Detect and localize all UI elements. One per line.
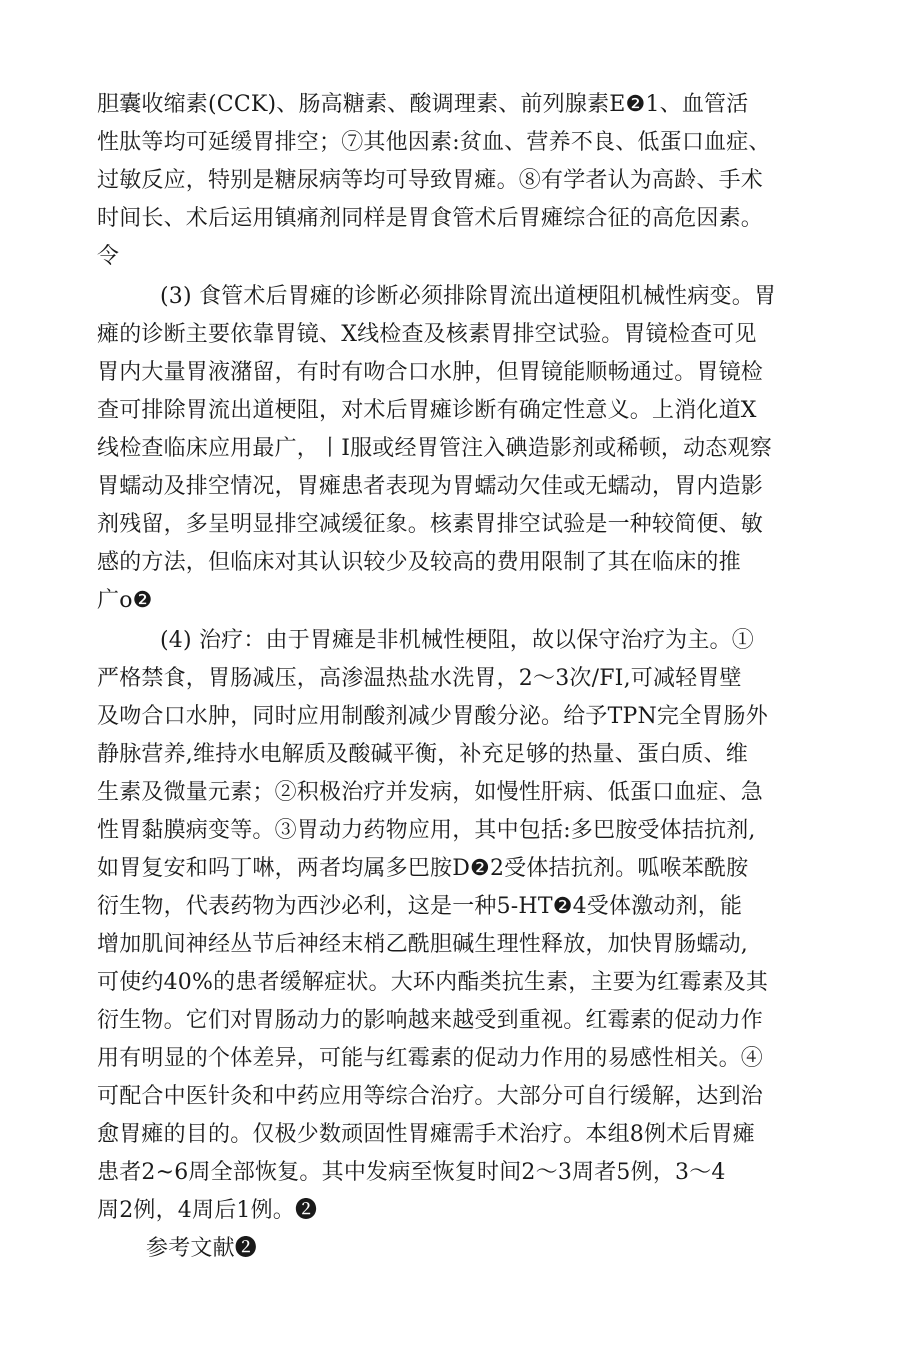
text-line-16: 严格禁食，胃肠减压，高渗温热盐水洗胃，2〜3次/FI,可减轻胃壁 bbox=[97, 666, 742, 691]
text-line-26: 用有明显的个体差异，可能与红霉素的促动力作用的易感性相关。④ bbox=[97, 1046, 764, 1071]
text-line-19: 生素及微量元素；②积极治疗并发病，如慢性肝病、低蛋口血症、急 bbox=[97, 780, 764, 805]
text-line-4: 时间长、术后运用镇痛剂同样是胃食管术后胃瘫综合征的高危因素。 bbox=[97, 206, 764, 231]
text-line-17: 及吻合口水肿，同时应用制酸剂减少胃酸分泌。给予TPN完全胃肠外 bbox=[97, 704, 768, 729]
text-line-2: 性肽等均可延缓胃排空；⑦其他因素:贫血、营养不良、低蛋口血症、 bbox=[97, 130, 771, 155]
text-line-23: 增加肌间神经丛节后神经末梢乙酰胆碱生理性释放，加快胃肠蠕动, bbox=[97, 932, 748, 957]
text-line-7: 瘫的诊断主要依靠胃镜、X线检查及核素胃排空试验。胃镜检查可见 bbox=[97, 322, 757, 347]
text-line-20: 性胃黏膜病变等。③胃动力药物应用，其中包括:多巴胺受体拮抗剂, bbox=[97, 818, 756, 843]
text-line-10: 线检查临床应用最广，丨I服或经胃管注入碘造影剂或稀顿，动态观察 bbox=[97, 436, 772, 461]
text-line-30: 周2例，4周后1例。❷ bbox=[97, 1198, 318, 1223]
text-line-12: 剂残留，多呈明显排空减缓征象。核素胃排空试验是一种较简便、敏 bbox=[97, 512, 764, 537]
text-line-1: 胆囊收缩素(CCK)、肠高糖素、酸调理素、前列腺素E❷1、血管活 bbox=[97, 92, 749, 117]
paragraph-4-start: (4) 治疗：由于胃瘫是非机械性梗阻，故以保守治疗为主。① bbox=[160, 628, 754, 653]
text-line-22: 衍生物，代表药物为西沙必利，这是一种5-HT❷4受体激动剂，能 bbox=[97, 894, 743, 919]
text-line-27: 可配合中医针灸和中药应用等综合治疗。大部分可自行缓解，达到治 bbox=[97, 1084, 764, 1109]
text-line-5: 令 bbox=[97, 244, 120, 269]
text-line-8: 胃内大量胃液潴留，有时有吻合口水肿，但胃镜能顺畅通过。胃镜检 bbox=[97, 360, 764, 385]
references-heading: 参考文献❷ bbox=[146, 1236, 258, 1261]
text-line-18: 静脉营养,维持水电解质及酸碱平衡，补充足够的热量、蛋白质、维 bbox=[97, 742, 748, 767]
text-line-25: 衍生物。它们对胃肠动力的影响越来越受到重视。红霉素的促动力作 bbox=[97, 1008, 764, 1033]
text-line-11: 胃蠕动及排空情况，胃瘫患者表现为胃蠕动欠佳或无蠕动，胃内造影 bbox=[97, 474, 764, 499]
text-line-29: 患者2~6周全部恢复。其中发病至恢复时间2〜3周者5例，3〜4 bbox=[97, 1160, 726, 1185]
text-line-9: 查可排除胃流出道梗阻，对术后胃瘫诊断有确定性意义。上消化道X bbox=[97, 398, 757, 423]
text-line-3: 过敏反应，特别是糖尿病等均可导致胃瘫。⑧有学者认为高龄、手术 bbox=[97, 168, 764, 193]
text-line-14: 广o❷ bbox=[97, 588, 153, 613]
text-line-13: 感的方法，但临床对其认识较少及较高的费用限制了其在临床的推 bbox=[97, 550, 741, 575]
text-line-28: 愈胃瘫的目的。仅极少数顽固性胃瘫需手术治疗。本组8例术后胃瘫 bbox=[97, 1122, 755, 1147]
text-line-24: 可使约40%的患者缓解症状。大环内酯类抗生素，主要为红霉素及其 bbox=[97, 970, 769, 995]
paragraph-3-start: (3) 食管术后胃瘫的诊断必须排除胃流出道梗阻机械性病变。胃 bbox=[160, 284, 777, 309]
text-line-21: 如胃复安和吗丁啉，两者均属多巴胺D❷2受体拮抗剂。呱喉苯酰胺 bbox=[97, 856, 749, 881]
